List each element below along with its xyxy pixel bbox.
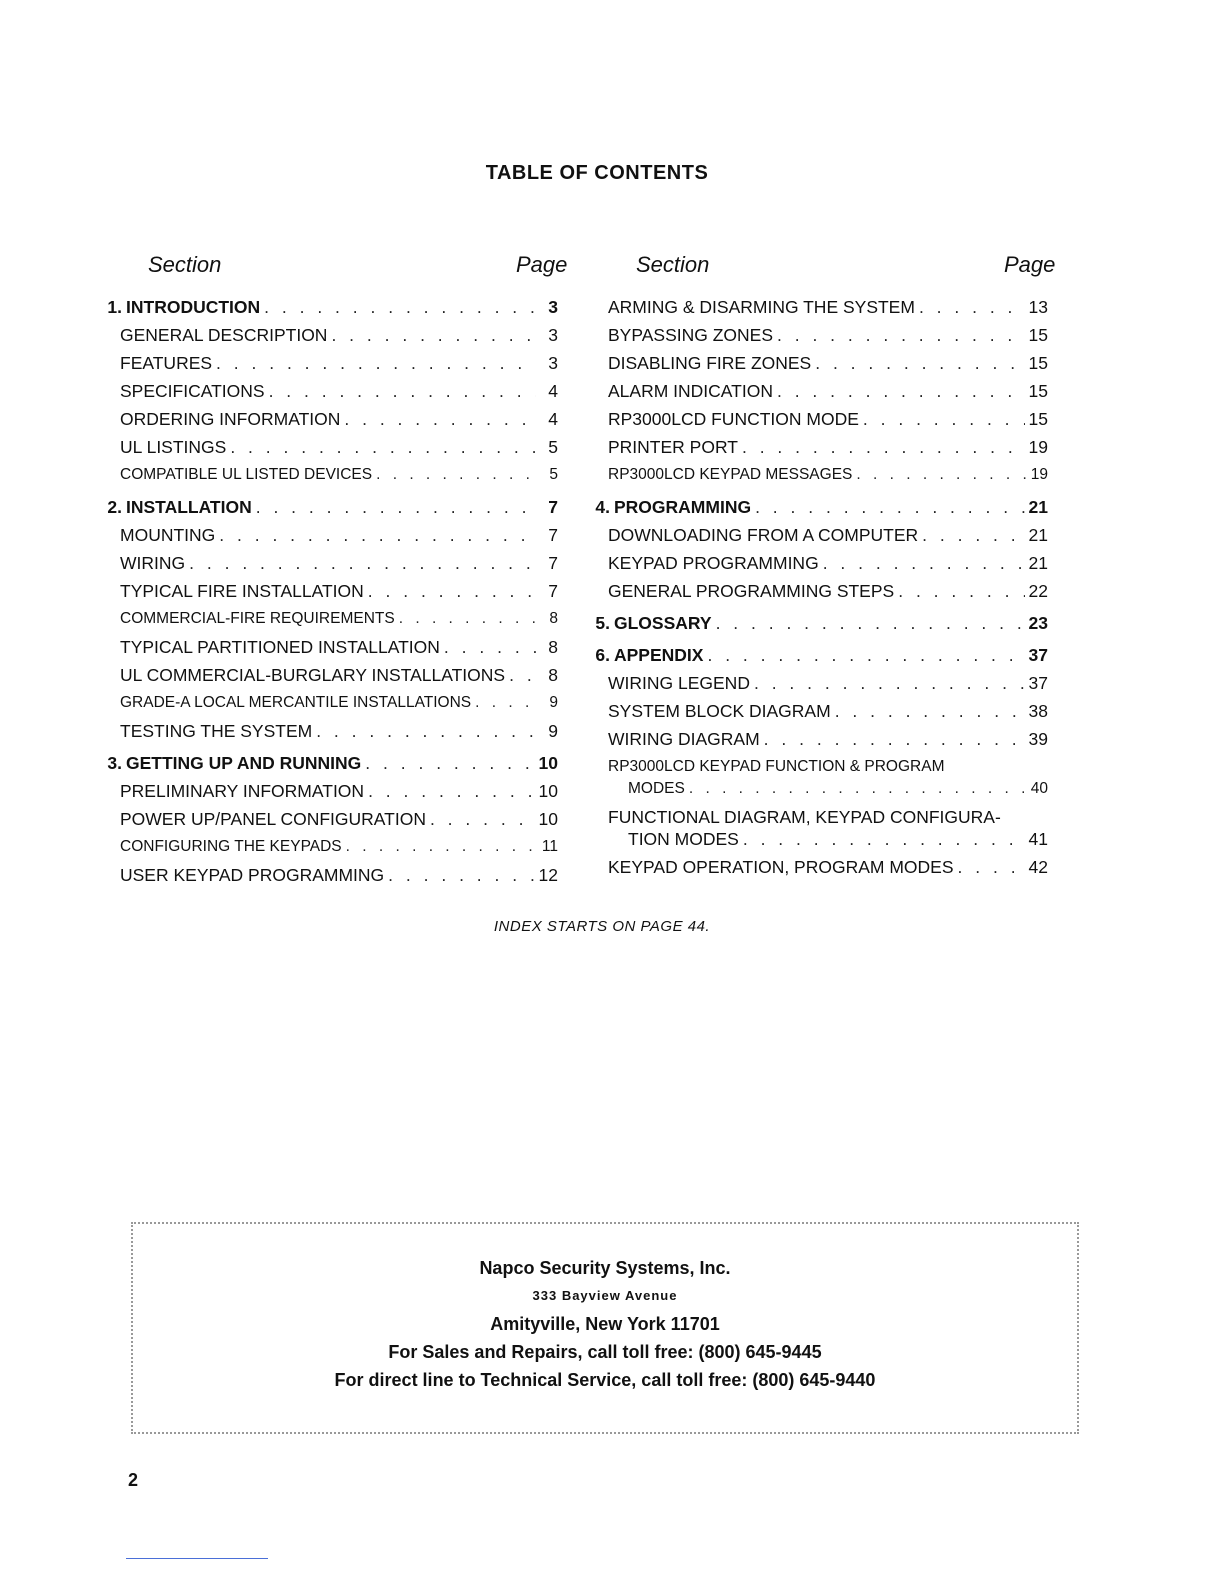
toc-entry bbox=[100, 408, 558, 430]
toc-entry-page: 15 bbox=[1028, 353, 1048, 373]
toc-entry-page: 23 bbox=[1028, 613, 1048, 633]
index-note: INDEX STARTS ON PAGE 44. bbox=[493, 918, 711, 935]
toc-entry-page: 3 bbox=[548, 297, 558, 317]
toc-entry-page: 21 bbox=[1028, 497, 1048, 517]
left-section-header: Section bbox=[148, 252, 222, 277]
toc-entry-page: 15 bbox=[1028, 381, 1048, 401]
toc-entry-label: GENERAL DESCRIPTION bbox=[120, 325, 328, 345]
toc-section-heading bbox=[588, 644, 1048, 666]
page-number: 2 bbox=[128, 1470, 139, 1490]
toc-entry bbox=[588, 324, 1048, 346]
toc-entry-page: 21 bbox=[1028, 553, 1048, 573]
toc-entry-page: 42 bbox=[1028, 857, 1048, 877]
toc-entry-label: KEYPAD OPERATION, PROGRAM MODES bbox=[608, 857, 954, 877]
toc-entry-label: RP3000LCD FUNCTION MODE bbox=[608, 409, 859, 429]
dot-leader bbox=[743, 828, 1025, 850]
toc-entry-page: 8 bbox=[548, 665, 558, 685]
toc-entry bbox=[100, 836, 558, 858]
toc-entry-page: 15 bbox=[1028, 325, 1048, 345]
toc-entry-page: 3 bbox=[548, 325, 558, 345]
toc-section-number: 3. bbox=[107, 753, 122, 773]
toc-entry bbox=[588, 352, 1048, 374]
dot-leader bbox=[346, 836, 536, 858]
toc-entry bbox=[100, 864, 558, 886]
toc-entry-page: 37 bbox=[1028, 673, 1048, 693]
toc-section-heading bbox=[588, 496, 1048, 518]
toc-entry bbox=[588, 408, 1048, 430]
dot-leader bbox=[777, 380, 1025, 402]
dot-leader bbox=[755, 496, 1024, 518]
dot-leader bbox=[388, 864, 534, 886]
toc-entry-label: POWER UP/PANEL CONFIGURATION bbox=[120, 809, 426, 829]
toc-entry-page: 4 bbox=[548, 409, 558, 429]
right-page-header: Page bbox=[1004, 252, 1056, 277]
toc-entry-page: 8 bbox=[548, 637, 558, 657]
toc-entry-label: GETTING UP AND RUNNING bbox=[126, 753, 362, 773]
toc-entry bbox=[588, 552, 1048, 574]
toc-entry-label: INSTALLATION bbox=[126, 497, 252, 517]
toc-entry-page: 8 bbox=[549, 610, 558, 627]
toc-entry-label: COMPATIBLE UL LISTED DEVICES bbox=[120, 466, 373, 483]
toc-entry-label: TESTING THE SYSTEM bbox=[120, 721, 313, 741]
dot-leader bbox=[256, 496, 536, 518]
toc-entry bbox=[100, 664, 558, 686]
dot-leader bbox=[863, 408, 1025, 430]
toc-entry-label: DOWNLOADING FROM A COMPUTER bbox=[608, 525, 919, 545]
toc-entry-page: 10 bbox=[538, 781, 558, 801]
toc-entry-page: 9 bbox=[549, 694, 558, 711]
toc-entry-label: UL LISTINGS bbox=[120, 437, 227, 457]
toc-section-number: 4. bbox=[595, 497, 610, 517]
toc-right-column bbox=[588, 296, 1048, 878]
toc-entry-label: COMMERCIAL-FIRE REQUIREMENTS bbox=[120, 610, 395, 627]
toc-entry-page: 19 bbox=[1030, 466, 1048, 483]
toc-entry-page: 15 bbox=[1028, 409, 1048, 429]
toc-section-heading bbox=[100, 496, 558, 518]
footer-rule bbox=[126, 1558, 268, 1559]
toc-entry-label: BYPASSING ZONES bbox=[608, 325, 773, 345]
toc-entry bbox=[100, 692, 558, 714]
toc-entry-page: 3 bbox=[548, 353, 558, 373]
toc-entry-label: RP3000LCD KEYPAD MESSAGES bbox=[608, 466, 853, 483]
toc-entry-label: MOUNTING bbox=[120, 525, 216, 545]
toc-entry-label: CONFIGURING THE KEYPADS bbox=[120, 838, 342, 855]
toc-section-number: 6. bbox=[595, 645, 610, 665]
toc-entry-page: 41 bbox=[1028, 829, 1048, 849]
dot-leader bbox=[707, 644, 1024, 666]
address-box bbox=[131, 1222, 1079, 1434]
dot-leader bbox=[189, 552, 536, 574]
toc-entry bbox=[588, 436, 1048, 458]
toc-entry bbox=[100, 780, 558, 802]
toc-entry bbox=[100, 380, 558, 402]
toc-entry bbox=[588, 672, 1048, 694]
toc-entry-page: 11 bbox=[541, 838, 558, 855]
right-section-header: Section bbox=[636, 252, 710, 277]
left-page-header: Page bbox=[516, 252, 568, 277]
toc-entry bbox=[100, 352, 558, 374]
toc-entry-label: WIRING bbox=[120, 553, 186, 573]
toc-entry-label-continued: MODES bbox=[628, 780, 685, 797]
toc-section-number: 5. bbox=[595, 613, 610, 633]
toc-entry-label: TYPICAL PARTITIONED INSTALLATION bbox=[120, 637, 440, 657]
dot-leader bbox=[219, 524, 536, 546]
toc-entry bbox=[588, 524, 1048, 546]
toc-entry-page: 19 bbox=[1028, 437, 1048, 457]
toc-entry bbox=[100, 324, 558, 346]
toc-entry-label: SPECIFICATIONS bbox=[120, 381, 265, 401]
dot-leader bbox=[216, 352, 536, 374]
dot-leader bbox=[444, 636, 536, 658]
dot-leader bbox=[764, 728, 1025, 750]
toc-entry bbox=[588, 856, 1048, 878]
toc-entry-label: PROGRAMMING bbox=[614, 497, 752, 517]
toc-entry-continuation bbox=[608, 828, 1048, 850]
city-line: Amityville, New York 11701 bbox=[490, 1314, 720, 1334]
toc-left-column bbox=[100, 296, 558, 886]
dot-leader bbox=[958, 856, 1025, 878]
dot-leader bbox=[344, 408, 536, 430]
toc-entry bbox=[100, 552, 558, 574]
toc-entry-label: GRADE-A LOCAL MERCANTILE INSTALLATIONS bbox=[120, 694, 472, 711]
dot-leader bbox=[475, 692, 536, 714]
toc-entry-label: INTRODUCTION bbox=[126, 297, 261, 317]
dot-leader bbox=[264, 296, 536, 318]
dot-leader bbox=[365, 752, 534, 774]
company-name: Napco Security Systems, Inc. bbox=[479, 1258, 731, 1278]
toc-entry bbox=[588, 728, 1048, 750]
toc-section-heading bbox=[100, 752, 558, 774]
toc-entry-label: SYSTEM BLOCK DIAGRAM bbox=[608, 701, 831, 721]
toc-entry-label: PRELIMINARY INFORMATION bbox=[120, 781, 365, 801]
dot-leader bbox=[368, 780, 534, 802]
dot-leader bbox=[689, 778, 1026, 800]
toc-entry-page: 22 bbox=[1028, 581, 1048, 601]
toc-entry bbox=[100, 608, 558, 630]
toc-entry bbox=[100, 524, 558, 546]
dot-leader bbox=[316, 720, 536, 742]
dot-leader bbox=[230, 436, 536, 458]
dot-leader bbox=[331, 324, 536, 346]
dot-leader bbox=[835, 700, 1025, 722]
toc-entry-label: ARMING & DISARMING THE SYSTEM bbox=[608, 297, 915, 317]
toc-entry bbox=[100, 580, 558, 602]
toc-entry-page: 5 bbox=[548, 437, 558, 457]
toc-entry-page: 38 bbox=[1028, 701, 1048, 721]
dot-leader bbox=[856, 464, 1026, 486]
toc-section-number: 1. bbox=[107, 297, 122, 317]
toc-entry-page: 7 bbox=[548, 497, 558, 517]
toc-entry bbox=[100, 464, 558, 486]
street-address: 333 Bayview Avenue bbox=[532, 1288, 678, 1303]
toc-entry bbox=[588, 380, 1048, 402]
toc-entry bbox=[100, 436, 558, 458]
toc-entry-page: 7 bbox=[548, 581, 558, 601]
toc-entry bbox=[100, 636, 558, 658]
dot-leader bbox=[919, 296, 1025, 318]
dot-leader bbox=[509, 664, 536, 686]
toc-section-heading bbox=[100, 296, 558, 318]
dot-leader bbox=[430, 808, 535, 830]
dot-leader bbox=[815, 352, 1024, 374]
page-title: TABLE OF CONTENTS bbox=[485, 162, 709, 184]
dot-leader bbox=[716, 612, 1025, 634]
toc-entry-label: DISABLING FIRE ZONES bbox=[608, 353, 812, 373]
toc-entry-page: 13 bbox=[1028, 297, 1048, 317]
toc-entry-continuation bbox=[608, 778, 1048, 800]
toc-entry-page: 7 bbox=[548, 553, 558, 573]
toc-entry-label: GENERAL PROGRAMMING STEPS bbox=[608, 581, 895, 601]
dot-leader bbox=[754, 672, 1025, 694]
dot-leader bbox=[269, 380, 536, 402]
dot-leader bbox=[399, 608, 536, 630]
toc-entry bbox=[588, 580, 1048, 602]
toc-entry-page: 21 bbox=[1028, 525, 1048, 545]
dot-leader bbox=[777, 324, 1025, 346]
toc-entry bbox=[100, 808, 558, 830]
toc-entry-label: FEATURES bbox=[120, 353, 213, 373]
toc-entry-page: 10 bbox=[538, 809, 558, 829]
toc-entry-label-continued: TION MODES bbox=[628, 829, 739, 849]
toc-entry-page: 37 bbox=[1028, 645, 1048, 665]
toc-entry-label: ALARM INDICATION bbox=[608, 381, 773, 401]
toc-entry bbox=[588, 756, 1048, 800]
toc-section-heading bbox=[588, 612, 1048, 634]
toc-entry-label: USER KEYPAD PROGRAMMING bbox=[120, 865, 385, 885]
dot-leader bbox=[898, 580, 1024, 602]
toc-entry-page: 4 bbox=[548, 381, 558, 401]
toc-entry-label: WIRING DIAGRAM bbox=[608, 729, 760, 749]
toc-entry-page: 12 bbox=[538, 865, 558, 885]
toc-entry bbox=[100, 720, 558, 742]
toc-entry bbox=[588, 700, 1048, 722]
toc-entry-label: ORDERING INFORMATION bbox=[120, 409, 341, 429]
toc-entry-label: WIRING LEGEND bbox=[608, 673, 750, 693]
toc-entry-label: KEYPAD PROGRAMMING bbox=[608, 553, 819, 573]
tech-phone-line: For direct line to Technical Service, call toll free: (800) 645-9440 bbox=[334, 1370, 876, 1390]
sales-phone-line: For Sales and Repairs, call toll free: (800) 645-9445 bbox=[388, 1342, 822, 1362]
toc-entry-page: 7 bbox=[548, 525, 558, 545]
toc-entry-label: GLOSSARY bbox=[614, 613, 712, 633]
toc-entry-label: PRINTER PORT bbox=[608, 437, 738, 457]
toc-entry bbox=[588, 806, 1048, 850]
toc-entry bbox=[588, 464, 1048, 486]
dot-leader bbox=[922, 524, 1024, 546]
toc-entry-page: 40 bbox=[1030, 780, 1048, 797]
toc-section-number: 2. bbox=[107, 497, 122, 517]
toc-entry-label: RP3000LCD KEYPAD FUNCTION & PROGRAM bbox=[608, 758, 945, 775]
dot-leader bbox=[823, 552, 1025, 574]
toc-entry-page: 10 bbox=[538, 753, 558, 773]
toc-entry-label: APPENDIX bbox=[614, 645, 704, 665]
toc-entry-label: UL COMMERCIAL-BURGLARY INSTALLATIONS bbox=[120, 665, 506, 685]
toc-entry-page: 39 bbox=[1028, 729, 1048, 749]
dot-leader bbox=[368, 580, 536, 602]
toc-entry-label: TYPICAL FIRE INSTALLATION bbox=[120, 581, 364, 601]
dot-leader bbox=[742, 436, 1025, 458]
toc-entry-page: 5 bbox=[549, 466, 558, 483]
dot-leader bbox=[376, 464, 536, 486]
toc-entry bbox=[588, 296, 1048, 318]
toc-entry-page: 9 bbox=[548, 721, 558, 741]
toc-entry-label: FUNCTIONAL DIAGRAM, KEYPAD CONFIGURA- bbox=[608, 807, 1001, 827]
